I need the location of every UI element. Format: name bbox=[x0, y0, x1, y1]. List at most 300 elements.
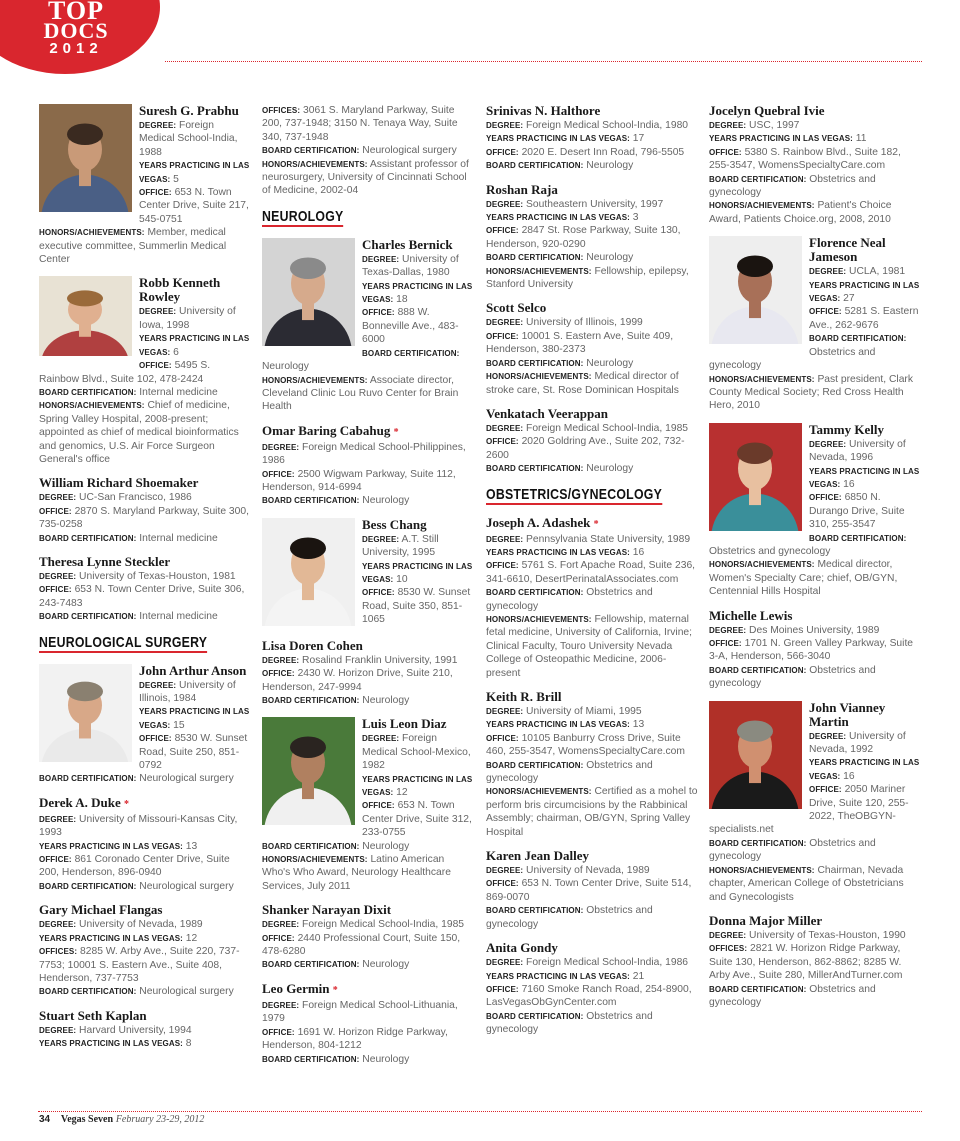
degree-value: University of Nevada, 1996 bbox=[809, 438, 906, 464]
degree-value: Southeastern University, 1997 bbox=[526, 198, 664, 210]
doctor-photo bbox=[262, 238, 355, 346]
board-line bbox=[709, 532, 921, 559]
degree-value: University of Miami, 1995 bbox=[526, 706, 642, 717]
star-marker: * bbox=[393, 426, 399, 438]
board-label: BOARD CERTIFICATION: bbox=[809, 334, 907, 344]
office-label: OFFICE: bbox=[362, 308, 395, 318]
doctor-name bbox=[262, 639, 474, 653]
doctor-entry-gary-michael-flangas bbox=[39, 903, 251, 998]
office-label: OFFICE: bbox=[486, 879, 519, 889]
doctor-entry-william-richard-shoemaker bbox=[39, 476, 251, 545]
board-line bbox=[262, 347, 474, 374]
degree-label: DEGREE: bbox=[139, 307, 177, 317]
degree-value: University of Nevada, 1992 bbox=[809, 730, 906, 756]
board-line bbox=[709, 837, 921, 864]
degree-label: DEGREE: bbox=[709, 121, 747, 130]
doctor-name-text: Luis Leon Diaz bbox=[362, 716, 447, 732]
office-value: 5761 S. Fort Apache Road, Suite 236, 341-6610, DesertPerinatalAssociates.com bbox=[486, 560, 696, 585]
offices-label: OFFICES: bbox=[39, 947, 78, 957]
honors-label: HONORS/ACHIEVEMENTS: bbox=[39, 401, 145, 411]
years-value: 6 bbox=[173, 346, 179, 358]
honors-label: HONORS/ACHIEVEMENTS: bbox=[486, 266, 592, 276]
years-label: YEARS PRACTICING IN LAS VEGAS: bbox=[486, 971, 630, 981]
office-line bbox=[486, 732, 698, 759]
office-value: 2430 W. Horizon Drive, Suite 210, Henderson, 247-9994 bbox=[262, 668, 453, 693]
years-label: YEARS PRACTICING IN LAS VEGAS: bbox=[39, 933, 183, 943]
degree-line bbox=[486, 864, 698, 877]
office-value: 5495 S. Rainbow Blvd., Suite 102, 478-2424 bbox=[39, 360, 211, 385]
board-line bbox=[39, 772, 251, 785]
column-4 bbox=[709, 104, 921, 1019]
doctor-photo bbox=[262, 518, 355, 626]
board-value: Neurology bbox=[362, 495, 410, 507]
doctor-name bbox=[486, 849, 698, 863]
board-label: BOARD CERTIFICATION: bbox=[262, 695, 360, 705]
doctor-entry-robb-kenneth-rowley bbox=[39, 276, 251, 466]
doctor-entry-srinivas-n-halthore bbox=[486, 104, 698, 173]
degree-line bbox=[486, 198, 698, 211]
doctor-entry-leo-germin bbox=[262, 982, 474, 1066]
office-value: 10001 S. Eastern Ave, Suite 409, Henderson, 380-2373 bbox=[486, 330, 674, 356]
degree-label: DEGREE: bbox=[362, 254, 400, 264]
office-value: 653 N. Town Center Drive, Suite 217, 545-0751 bbox=[139, 187, 249, 225]
honors-label: HONORS/ACHIEVEMENTS: bbox=[262, 855, 368, 865]
board-label: BOARD CERTIFICATION: bbox=[39, 612, 137, 622]
office-label: OFFICE: bbox=[486, 331, 519, 341]
office-label: OFFICE: bbox=[39, 585, 72, 595]
years-label: YEARS PRACTICING IN LAS VEGAS: bbox=[709, 134, 853, 144]
board-value: Obstetrics and gynecology bbox=[709, 173, 876, 199]
office-value: 653 N. Town Center Drive, Suite 312, 233-0755 bbox=[362, 800, 472, 839]
degree-line bbox=[262, 999, 474, 1026]
board-line bbox=[486, 586, 698, 613]
years-label: YEARS PRACTICING IN LAS VEGAS: bbox=[486, 213, 630, 223]
board-value: Neurology bbox=[262, 361, 309, 373]
doctor-entry-bess-chang bbox=[262, 518, 474, 629]
board-line bbox=[262, 694, 474, 707]
doctor-name-text: Bess Chang bbox=[362, 516, 427, 532]
board-label: BOARD CERTIFICATION: bbox=[486, 161, 584, 171]
honors-value: Chief of medicine, Spring Valley Hospital, 2008-present; appointed as chief of medical bioinformatics and genomics, U.S. Air Force Surgeon General's office bbox=[39, 400, 239, 465]
doctor-name-text: Derek A. Duke bbox=[39, 794, 121, 810]
years-value: 5 bbox=[173, 173, 179, 185]
office-value: 2020 Goldring Ave., Suite 202, 732-2600 bbox=[486, 436, 685, 461]
board-value: Obstetrics and gynecology bbox=[709, 545, 831, 557]
degree-label: DEGREE: bbox=[39, 920, 77, 930]
honors-label: HONORS/ACHIEVEMENTS: bbox=[709, 560, 815, 570]
office-line bbox=[39, 505, 251, 532]
degree-line bbox=[39, 918, 251, 931]
degree-label: DEGREE: bbox=[39, 493, 77, 503]
board-value: Neurological surgery bbox=[139, 880, 234, 892]
section-heading-text: NEUROLOGY bbox=[262, 207, 344, 225]
doctor-entry-roshan-raja bbox=[486, 183, 698, 292]
offices-value: 2821 W. Horizon Ridge Parkway, Suite 130, Henderson, 862-8862; 8285 W. Arby Ave., Suite 280, MillerAndTurner.com bbox=[709, 943, 903, 982]
honors-value: Patient's Choice Award, Patients Choice.org, 2008, 2010 bbox=[709, 200, 892, 225]
years-value: 18 bbox=[396, 294, 408, 306]
degree-value: Harvard University, 1994 bbox=[79, 1024, 192, 1036]
badge-year-text: 2012 bbox=[49, 40, 103, 57]
board-value: Obstetrics and gynecology bbox=[486, 905, 653, 930]
office-line bbox=[709, 146, 921, 173]
degree-label: DEGREE: bbox=[486, 866, 524, 876]
board-label: BOARD CERTIFICATION: bbox=[39, 881, 137, 891]
office-label: OFFICE: bbox=[709, 639, 742, 648]
office-label: OFFICE: bbox=[486, 437, 519, 447]
honors-value: Fellowship, maternal fetal medicine, University of California, Irvine; Clinical Faculty, Touro University Nevada College of Osteopathic Medicine, 2006-present bbox=[486, 613, 693, 679]
degree-value: University of Texas-Houston, 1990 bbox=[749, 929, 906, 941]
doctor-name-text: Joseph A. Adashek bbox=[486, 514, 591, 530]
board-line bbox=[486, 904, 698, 931]
years-value: 10 bbox=[396, 573, 408, 585]
doctor-name-text: Theresa Lynne Steckler bbox=[39, 553, 171, 569]
degree-label: DEGREE: bbox=[39, 1025, 77, 1035]
doctor-entry-joseph-a-adashek bbox=[486, 516, 698, 680]
board-label: BOARD CERTIFICATION: bbox=[39, 387, 137, 397]
doctor-photo bbox=[262, 717, 355, 825]
board-value: Obstetrics and gynecology bbox=[709, 983, 876, 1008]
board-label: BOARD CERTIFICATION: bbox=[362, 348, 460, 358]
doctor-name-text: Lisa Doren Cohen bbox=[262, 637, 363, 653]
offices-value: 8285 W. Arby Ave., Suite 220, 737-7753; 10001 S. Eastern Ave., Suite 408, Henderson, 737-7753 bbox=[39, 946, 240, 984]
degree-label: DEGREE: bbox=[362, 534, 400, 544]
office-label: OFFICE: bbox=[262, 469, 295, 479]
offices-line bbox=[709, 942, 921, 982]
years-value: 27 bbox=[843, 293, 855, 305]
board-value: Neurology bbox=[362, 694, 410, 706]
board-value: Neurology bbox=[586, 463, 634, 475]
years-value: 12 bbox=[185, 932, 198, 944]
degree-label: DEGREE: bbox=[486, 958, 524, 968]
board-line bbox=[39, 985, 251, 998]
board-value: Obstetrics and gynecology bbox=[486, 587, 653, 612]
doctor-name-text: Florence Neal Jameson bbox=[809, 235, 886, 265]
board-value: Obstetrics and gynecology bbox=[486, 759, 653, 785]
doctor-name bbox=[486, 690, 698, 704]
office-label: OFFICE: bbox=[709, 147, 742, 157]
degree-label: DEGREE: bbox=[262, 655, 300, 665]
honors-line bbox=[262, 374, 474, 414]
office-line bbox=[486, 983, 698, 1010]
office-label: OFFICE: bbox=[809, 493, 842, 503]
office-value: 1691 W. Horizon Ridge Parkway, Henderson, 804-1212 bbox=[262, 1026, 448, 1052]
degree-label: DEGREE: bbox=[709, 625, 747, 635]
doctor-name bbox=[39, 555, 251, 569]
office-label: OFFICE: bbox=[486, 226, 519, 236]
office-label: OFFICE: bbox=[262, 669, 295, 679]
years-value: 16 bbox=[632, 546, 645, 558]
doctor-entry-derek-a-duke bbox=[39, 796, 251, 893]
office-value: 2847 St. Rose Parkway, Suite 130, Henderson, 920-0290 bbox=[486, 225, 681, 250]
doctor-entry-theresa-lynne-steckler bbox=[39, 555, 251, 624]
degree-value: Foreign Medical School-India, 1986 bbox=[526, 957, 689, 969]
degree-value: Rosalind Franklin University, 1991 bbox=[302, 654, 458, 666]
degree-label: DEGREE: bbox=[39, 814, 77, 824]
honors-line bbox=[262, 158, 474, 198]
office-label: OFFICE: bbox=[362, 801, 395, 811]
office-line bbox=[709, 637, 921, 664]
board-label: BOARD CERTIFICATION: bbox=[262, 496, 360, 506]
doctor-photo bbox=[39, 664, 132, 762]
doctor-name bbox=[709, 104, 921, 118]
office-value: 653 N. Town Center Drive, Suite 306, 243-7483 bbox=[39, 584, 245, 609]
office-value: 6850 N. Durango Drive, Suite 310, 255-3547 bbox=[809, 492, 905, 531]
years-line bbox=[39, 932, 251, 945]
doctor-name-text: Robb Kenneth Rowley bbox=[139, 275, 221, 305]
board-line bbox=[709, 664, 921, 691]
office-label: OFFICE: bbox=[809, 785, 842, 795]
degree-value: University of Nevada, 1989 bbox=[79, 919, 203, 931]
office-line bbox=[262, 1026, 474, 1053]
office-label: OFFICE: bbox=[139, 188, 172, 198]
section-heading-text: NEUROLOGICAL SURGERY bbox=[39, 633, 208, 651]
doctor-name-text: Roshan Raja bbox=[486, 181, 558, 197]
office-label: OFFICE: bbox=[139, 361, 172, 371]
doctor-entry-john-vianney-martin bbox=[709, 701, 921, 904]
honors-value: Latino American Who's Who Award, Neurology Healthcare Services, July 2011 bbox=[262, 854, 451, 892]
board-label: BOARD CERTIFICATION: bbox=[709, 838, 807, 848]
header-divider bbox=[165, 61, 922, 62]
board-value: Internal medicine bbox=[139, 532, 218, 544]
degree-label: DEGREE: bbox=[39, 571, 77, 581]
degree-value: University of Texas-Dallas, 1980 bbox=[362, 253, 459, 279]
degree-label: DEGREE: bbox=[809, 731, 847, 741]
badge-top-text: TOP bbox=[48, 0, 104, 25]
board-label: BOARD CERTIFICATION: bbox=[809, 533, 907, 543]
office-value: 1701 N. Green Valley Parkway, Suite 3-A, Henderson, 566-3040 bbox=[709, 638, 914, 663]
doctor-entry-suresh-g-prabhu bbox=[39, 104, 251, 266]
doctor-name bbox=[709, 609, 921, 623]
offices-label: OFFICES: bbox=[262, 106, 301, 115]
degree-line bbox=[486, 119, 698, 132]
offices-line bbox=[39, 945, 251, 985]
office-label: OFFICE: bbox=[809, 307, 842, 317]
star-marker: * bbox=[332, 984, 338, 996]
office-value: 8530 W. Sunset Road, Suite 250, 851-0792 bbox=[139, 733, 248, 772]
office-label: OFFICE: bbox=[39, 506, 72, 516]
publication-name: Vegas Seven bbox=[60, 1114, 114, 1125]
honors-line bbox=[486, 613, 698, 680]
office-value: 2020 E. Desert Inn Road, 796-5505 bbox=[521, 146, 685, 158]
degree-value: Foreign Medical School-India, 1980 bbox=[526, 120, 689, 131]
honors-label: HONORS/ACHIEVEMENTS: bbox=[709, 201, 815, 211]
years-label: YEARS PRACTICING IN LAS VEGAS: bbox=[809, 280, 920, 304]
degree-line bbox=[262, 918, 474, 931]
board-line bbox=[486, 1010, 698, 1037]
degree-value: University of Nevada, 1989 bbox=[526, 865, 650, 877]
degree-value: Foreign Medical School-India, 1988 bbox=[139, 120, 238, 158]
honors-line bbox=[39, 399, 251, 466]
degree-label: DEGREE: bbox=[139, 121, 177, 130]
degree-label: DEGREE: bbox=[709, 930, 747, 940]
years-line bbox=[486, 718, 698, 731]
doctor-name-text: Omar Baring Cabahug bbox=[262, 422, 391, 438]
doctor-entry-anita-gondy bbox=[486, 941, 698, 1036]
doctor-name bbox=[709, 914, 921, 928]
doctor-name-text: Tammy Kelly bbox=[809, 421, 884, 437]
honors-label: HONORS/ACHIEVEMENTS: bbox=[262, 375, 368, 385]
office-label: OFFICE: bbox=[486, 561, 519, 571]
honors-label: HONORS/ACHIEVEMENTS: bbox=[486, 787, 592, 797]
board-label: BOARD CERTIFICATION: bbox=[486, 358, 584, 368]
doctor-entry-stuart-seth-kaplan bbox=[39, 1009, 251, 1051]
doctor-entry-donna-major-miller bbox=[709, 914, 921, 1009]
doctor-photo bbox=[709, 423, 802, 531]
degree-value: University of Illinois, 1999 bbox=[526, 317, 643, 329]
degree-value: University of Texas-Houston, 1981 bbox=[79, 570, 236, 582]
years-value: 13 bbox=[185, 840, 198, 852]
honors-value: Certified as a mohel to perform bris circumcisions by the Rabbinical Assembly; chairman, OB/GYN, Spring Valley Hospital bbox=[486, 786, 698, 838]
office-label: OFFICE: bbox=[486, 147, 519, 157]
doctor-name-text: Donna Major Miller bbox=[709, 912, 823, 928]
board-label: BOARD CERTIFICATION: bbox=[262, 146, 360, 156]
years-line bbox=[486, 132, 698, 145]
office-value: 2500 Wigwam Parkway, Suite 112, Henderson, 914-6994 bbox=[262, 468, 456, 493]
office-value: 888 W. Bonneville Ave., 483-6000 bbox=[362, 307, 459, 346]
doctor-entry-scott-selco bbox=[486, 301, 698, 396]
board-value: Neurological surgery bbox=[139, 773, 234, 785]
degree-value: A.T. Still University, 1995 bbox=[362, 533, 439, 559]
degree-label: DEGREE: bbox=[486, 423, 524, 433]
honors-value: Chairman, Nevada chapter, American College of Obstetricians and Gynecologists bbox=[709, 864, 904, 903]
office-label: OFFICE: bbox=[362, 588, 395, 598]
degree-label: DEGREE: bbox=[486, 318, 524, 328]
honors-value: Medical director of stroke care, St. Rose Dominican Hospitals bbox=[486, 371, 679, 396]
board-value: Obstetrics and gynecology bbox=[709, 837, 876, 863]
degree-label: DEGREE: bbox=[262, 442, 300, 452]
doctor-name-text: Gary Michael Flangas bbox=[39, 902, 163, 918]
doctor-name bbox=[39, 476, 251, 490]
board-label: BOARD CERTIFICATION: bbox=[486, 588, 584, 598]
doctor-name-text: John Vianney Martin bbox=[809, 699, 886, 729]
degree-line bbox=[262, 441, 474, 468]
honors-line bbox=[486, 785, 698, 839]
honors-line bbox=[39, 226, 251, 266]
board-value: Internal medicine bbox=[139, 386, 218, 398]
years-label: YEARS PRACTICING IN LAS VEGAS: bbox=[139, 707, 250, 730]
section-heading-neurological-surgery bbox=[39, 634, 213, 652]
degree-value: Foreign Medical School-Mexico, 1982 bbox=[362, 733, 471, 772]
doctor-entry-shanker-narayan-dixit bbox=[262, 903, 474, 972]
honors-label: HONORS/ACHIEVEMENTS: bbox=[709, 374, 815, 384]
honors-line bbox=[262, 853, 474, 893]
office-label: OFFICE: bbox=[262, 1027, 295, 1037]
degree-line bbox=[39, 1024, 251, 1037]
office-label: OFFICE: bbox=[262, 933, 295, 943]
office-value: 7160 Smoke Ranch Road, 254-8900, LasVegasObGynCenter.com bbox=[486, 983, 692, 1009]
degree-line bbox=[486, 422, 698, 435]
degree-line bbox=[262, 654, 474, 667]
office-label: OFFICE: bbox=[139, 734, 172, 744]
degree-value: Foreign Medical School-Philippines, 1986 bbox=[262, 441, 466, 467]
degree-label: DEGREE: bbox=[809, 267, 847, 277]
years-label: YEARS PRACTICING IN LAS VEGAS: bbox=[809, 466, 920, 489]
honors-value: Past president, Clark County Medical Society; Red Cross Health Hero, 2010 bbox=[709, 373, 914, 412]
years-value: 3 bbox=[632, 212, 639, 224]
degree-line bbox=[486, 533, 698, 546]
degree-value: Foreign Medical School-India, 1985 bbox=[526, 422, 689, 434]
section-heading-text: OBSTETRICS/GYNECOLOGY bbox=[486, 485, 663, 503]
degree-label: DEGREE: bbox=[362, 734, 400, 744]
board-line bbox=[39, 610, 251, 623]
section-heading-neurology bbox=[262, 208, 436, 226]
board-line bbox=[262, 1053, 474, 1066]
doctor-entry-luis-leon-diaz bbox=[262, 717, 474, 893]
board-label: BOARD CERTIFICATION: bbox=[39, 774, 137, 784]
years-label: YEARS PRACTICING IN LAS VEGAS: bbox=[139, 334, 250, 357]
board-value: Neurological surgery bbox=[139, 986, 234, 998]
doctor-entry-tammy-kelly bbox=[709, 423, 921, 599]
office-value: 653 N. Town Center Drive, Suite 514, 869-0070 bbox=[486, 878, 692, 903]
degree-line bbox=[709, 929, 921, 942]
years-label: YEARS PRACTICING IN LAS VEGAS: bbox=[362, 774, 473, 797]
board-value: Neurology bbox=[586, 252, 634, 264]
footer-divider bbox=[38, 1111, 922, 1112]
years-label: YEARS PRACTICING IN LAS VEGAS: bbox=[39, 1039, 183, 1049]
doctor-name bbox=[486, 516, 698, 532]
board-value: Obstetrics and gynecology bbox=[486, 1010, 653, 1036]
board-label: BOARD CERTIFICATION: bbox=[39, 987, 137, 997]
board-label: BOARD CERTIFICATION: bbox=[486, 464, 584, 474]
years-label: YEARS PRACTICING IN LAS VEGAS: bbox=[139, 161, 250, 184]
years-line bbox=[39, 1037, 251, 1050]
honors-label: HONORS/ACHIEVEMENTS: bbox=[709, 865, 815, 875]
board-label: BOARD CERTIFICATION: bbox=[486, 1011, 584, 1021]
page-footer bbox=[39, 1114, 204, 1125]
years-line bbox=[39, 840, 251, 853]
degree-label: DEGREE: bbox=[809, 439, 847, 449]
degree-value: University of Iowa, 1998 bbox=[139, 306, 236, 331]
column-2 bbox=[262, 104, 474, 1076]
degree-value: Foreign Medical School-India, 1985 bbox=[302, 919, 465, 931]
doctor-name-text: Shanker Narayan Dixit bbox=[262, 902, 392, 918]
column-3 bbox=[486, 104, 698, 1047]
doctor-name-text: John Arthur Anson bbox=[139, 662, 247, 678]
degree-line bbox=[709, 624, 921, 637]
honors-value: Member, medical executive committee, Summerlin Medical Center bbox=[39, 227, 227, 266]
degree-line bbox=[39, 570, 251, 583]
office-value: 5380 S. Rainbow Blvd., Suite 182, 255-3547, WomensSpecialtyCare.com bbox=[709, 146, 901, 172]
years-label: YEARS PRACTICING IN LAS VEGAS: bbox=[486, 720, 630, 730]
board-line bbox=[709, 983, 921, 1010]
years-label: YEARS PRACTICING IN LAS VEGAS: bbox=[486, 134, 630, 144]
years-line bbox=[709, 132, 921, 145]
board-label: BOARD CERTIFICATION: bbox=[486, 906, 584, 916]
years-value: 16 bbox=[843, 478, 855, 490]
doctor-name bbox=[486, 407, 698, 421]
board-label: BOARD CERTIFICATION: bbox=[262, 841, 360, 851]
doctor-entry-karen-jean-dalley bbox=[486, 849, 698, 931]
board-line bbox=[486, 251, 698, 264]
office-value: 2870 S. Maryland Parkway, Suite 300, 735-0258 bbox=[39, 505, 249, 531]
doctor-name-text: Venkatach Veerappan bbox=[486, 405, 608, 421]
doctor-photo bbox=[39, 104, 132, 212]
board-value: Neurological surgery bbox=[362, 145, 457, 157]
board-label: BOARD CERTIFICATION: bbox=[486, 253, 584, 263]
degree-label: DEGREE: bbox=[486, 707, 524, 716]
board-value: Neurology bbox=[362, 959, 410, 971]
doctor-name bbox=[39, 796, 251, 812]
office-line bbox=[486, 559, 698, 586]
years-label: YEARS PRACTICING IN LAS VEGAS: bbox=[486, 547, 630, 557]
doctor-name-text: Srinivas N. Halthore bbox=[486, 103, 601, 118]
honors-line bbox=[709, 558, 921, 598]
degree-value: Des Moines University, 1989 bbox=[749, 624, 880, 636]
doctor-name bbox=[262, 424, 474, 440]
doctor-entry-lisa-doren-cohen bbox=[262, 639, 474, 708]
degree-line bbox=[39, 491, 251, 504]
doctor-entry-florence-neal-jameson bbox=[709, 236, 921, 412]
